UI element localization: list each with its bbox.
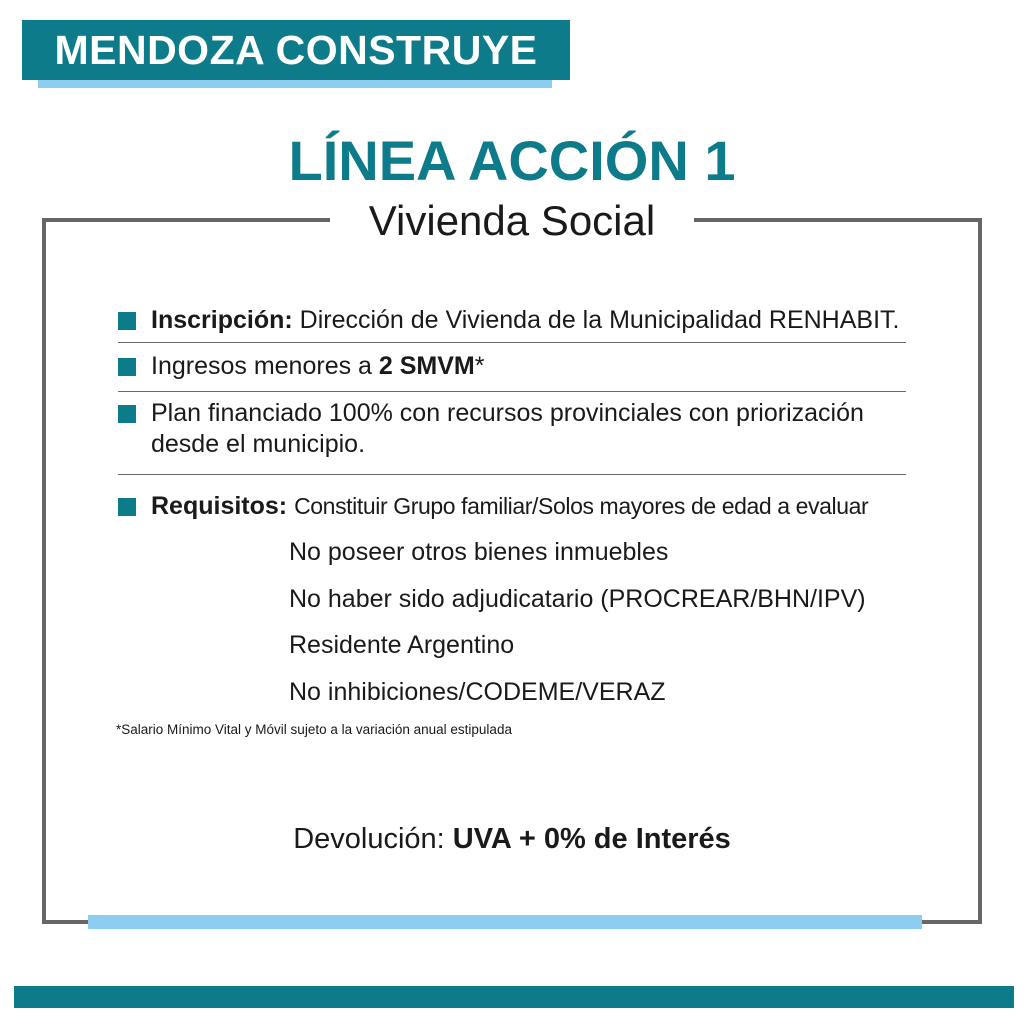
item-suffix: *	[474, 352, 485, 380]
requisito-line: Constituir Grupo familiar/Solos mayores de edad a evaluar	[294, 493, 869, 519]
devolucion-label: Devolución:	[293, 823, 453, 855]
item-value: Ingresos menores a	[151, 352, 379, 380]
item-label: Inscripción:	[151, 306, 293, 334]
bullet-square-icon	[118, 405, 136, 423]
list-item-plan	[118, 398, 921, 460]
devolucion-line	[0, 823, 1024, 856]
devolucion-value: UVA + 0% de Interés	[452, 823, 731, 855]
brand-title: MENDOZA CONSTRUYE	[22, 20, 570, 80]
item-bold-value: 2 SMVM	[378, 352, 475, 380]
bullet-square-icon	[118, 498, 136, 516]
item-value: Plan financiado 100% con recursos provinciales con priorización desde el municipio.	[151, 399, 864, 458]
requisito-line: No poseer otros bienes inmuebles	[289, 538, 669, 566]
bullet-square-icon	[118, 358, 136, 376]
list-item-requisitos	[118, 491, 981, 522]
page-title: LÍNEA ACCIÓN 1	[288, 129, 736, 192]
list-item-ingresos	[118, 351, 941, 382]
item-text	[151, 351, 941, 382]
separator	[118, 391, 906, 392]
list-item-inscripcion	[118, 305, 941, 336]
requisito-line: Residente Argentino	[289, 631, 515, 659]
page-subtitle: Vivienda Social	[330, 194, 694, 248]
item-text	[151, 491, 981, 522]
item-label: Requisitos:	[151, 492, 288, 520]
footer-bar	[14, 986, 1014, 1008]
separator	[118, 474, 906, 475]
accent-bar	[88, 915, 922, 929]
separator	[118, 342, 906, 343]
brand-block	[22, 20, 570, 80]
item-value: Dirección de Vivienda de la Municipalidad RENHABIT.	[292, 306, 900, 334]
requisito-line: No inhibiciones/CODEME/VERAZ	[289, 678, 666, 706]
requisito-line: No haber sido adjudicatario (PROCREAR/BHN/IPV)	[289, 585, 866, 613]
item-text	[151, 305, 941, 336]
bullet-square-icon	[118, 312, 136, 330]
footnote: *Salario Mínimo Vital y Móvil sujeto a la variación anual estipulada	[116, 722, 512, 737]
